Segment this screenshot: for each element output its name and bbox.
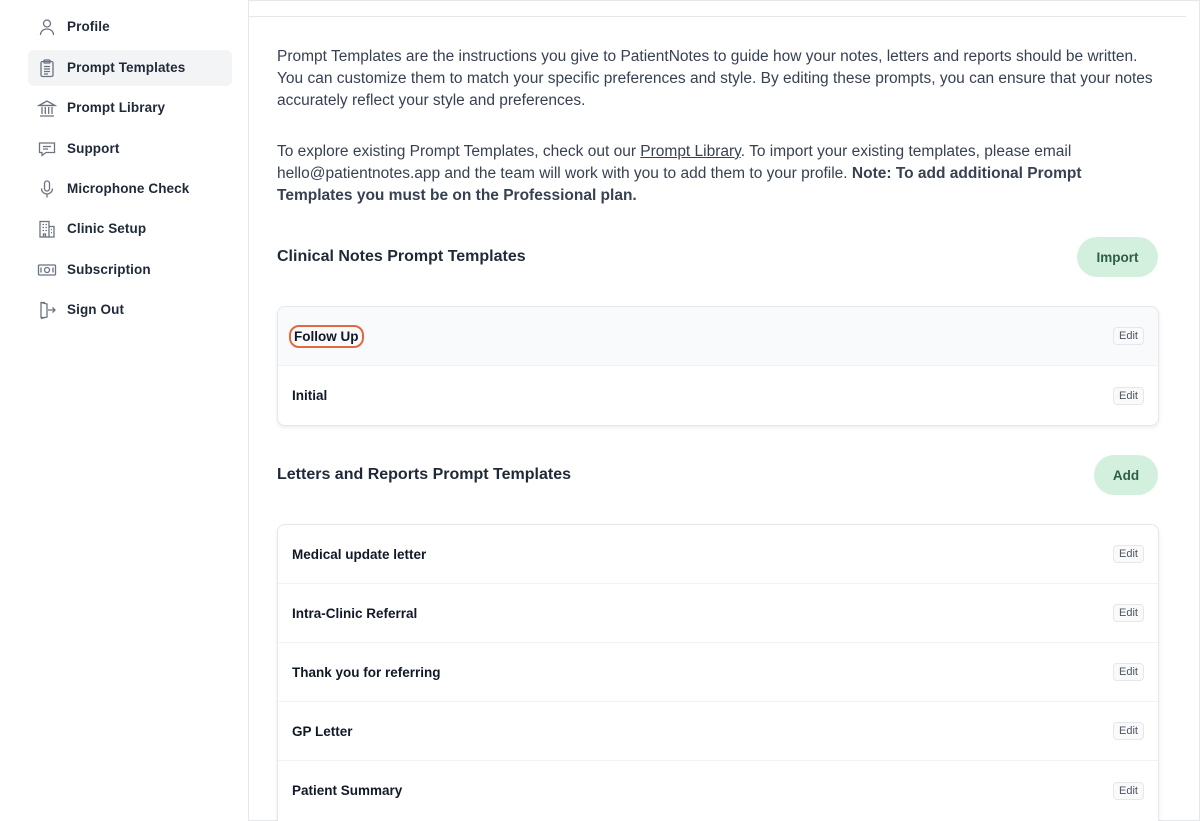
- sidebar-item-prompt-library[interactable]: [28, 90, 232, 126]
- sidebar-item-label: Clinic Setup: [67, 221, 147, 236]
- sidebar-item-label: Support: [67, 141, 120, 156]
- intro-text: . To import your existing templates, please email hello@patientnotes.app and the team will work with you to add them to your profile.: [277, 143, 1072, 182]
- template-row[interactable]: [278, 525, 1158, 584]
- edit-button[interactable]: Edit: [1113, 387, 1144, 405]
- library-icon: [36, 97, 58, 119]
- template-name: Medical update letter: [292, 546, 427, 562]
- sidebar-item-microphone-check[interactable]: [28, 171, 232, 207]
- template-name[interactable]: Follow Up: [289, 325, 364, 348]
- edit-button[interactable]: Edit: [1113, 663, 1144, 681]
- microphone-icon: [36, 178, 58, 200]
- sidebar-item-label: Prompt Templates: [67, 60, 186, 75]
- user-icon: [36, 16, 58, 38]
- sidebar-item-sign-out[interactable]: [28, 292, 232, 328]
- sidebar-item-subscription[interactable]: [28, 252, 232, 288]
- header-divider: [249, 16, 1186, 17]
- sidebar: [0, 0, 249, 821]
- template-row-initial[interactable]: [278, 366, 1158, 425]
- chat-icon: [36, 138, 58, 160]
- template-row[interactable]: [278, 584, 1158, 643]
- sidebar-item-label: Sign Out: [67, 302, 125, 317]
- edit-button[interactable]: Edit: [1113, 722, 1144, 740]
- prompt-library-link[interactable]: Prompt Library: [640, 143, 741, 160]
- edit-button[interactable]: Edit: [1113, 327, 1144, 345]
- clinical-notes-title: Clinical Notes Prompt Templates: [277, 248, 526, 265]
- letters-reports-title: Letters and Reports Prompt Templates: [277, 466, 571, 483]
- letters-templates-list: [277, 524, 1159, 821]
- edit-button[interactable]: Edit: [1113, 545, 1144, 563]
- clipboard-icon: [36, 57, 58, 79]
- clinical-templates-list: [277, 306, 1159, 426]
- template-name: Thank you for referring: [292, 664, 441, 680]
- sidebar-item-label: Profile: [67, 19, 110, 34]
- intro-paragraph: Prompt Templates are the instructions you give to PatientNotes to guide how your notes, letters and reports should be written. You can customize them to match your specific preferences and style. By editing these prompts, you can ensure that your notes accurately reflect your style and preferences.: [277, 48, 1153, 109]
- template-name: Initial: [292, 388, 328, 403]
- sidebar-item-profile[interactable]: [28, 9, 232, 45]
- building-icon: [36, 218, 58, 240]
- import-instructions: [277, 141, 1159, 207]
- edit-button[interactable]: Edit: [1113, 604, 1144, 622]
- sidebar-item-clinic-setup[interactable]: [28, 211, 232, 247]
- money-icon: [36, 259, 58, 281]
- template-row[interactable]: [278, 702, 1158, 761]
- plan-note: Note: To add additional Prompt Templates you must be on the Professional plan.: [277, 165, 1082, 204]
- sidebar-item-label: Microphone Check: [67, 181, 190, 196]
- intro-text: To explore existing Prompt Templates, check out our: [277, 143, 641, 160]
- sidebar-item-prompt-templates[interactable]: [28, 50, 232, 86]
- sidebar-item-label: Subscription: [67, 262, 151, 277]
- import-button[interactable]: Import: [1077, 237, 1158, 277]
- template-row-follow-up[interactable]: [278, 307, 1158, 366]
- template-row[interactable]: [278, 761, 1158, 820]
- add-button[interactable]: Add: [1094, 455, 1158, 495]
- sign-out-icon: [36, 299, 58, 321]
- edit-button[interactable]: Edit: [1113, 782, 1144, 800]
- template-name: Intra-Clinic Referral: [292, 605, 418, 621]
- sidebar-item-label: Prompt Library: [67, 100, 166, 115]
- template-name: Patient Summary: [292, 783, 403, 798]
- sidebar-item-support[interactable]: [28, 131, 232, 167]
- template-row[interactable]: [278, 643, 1158, 702]
- template-name: GP Letter: [292, 723, 353, 739]
